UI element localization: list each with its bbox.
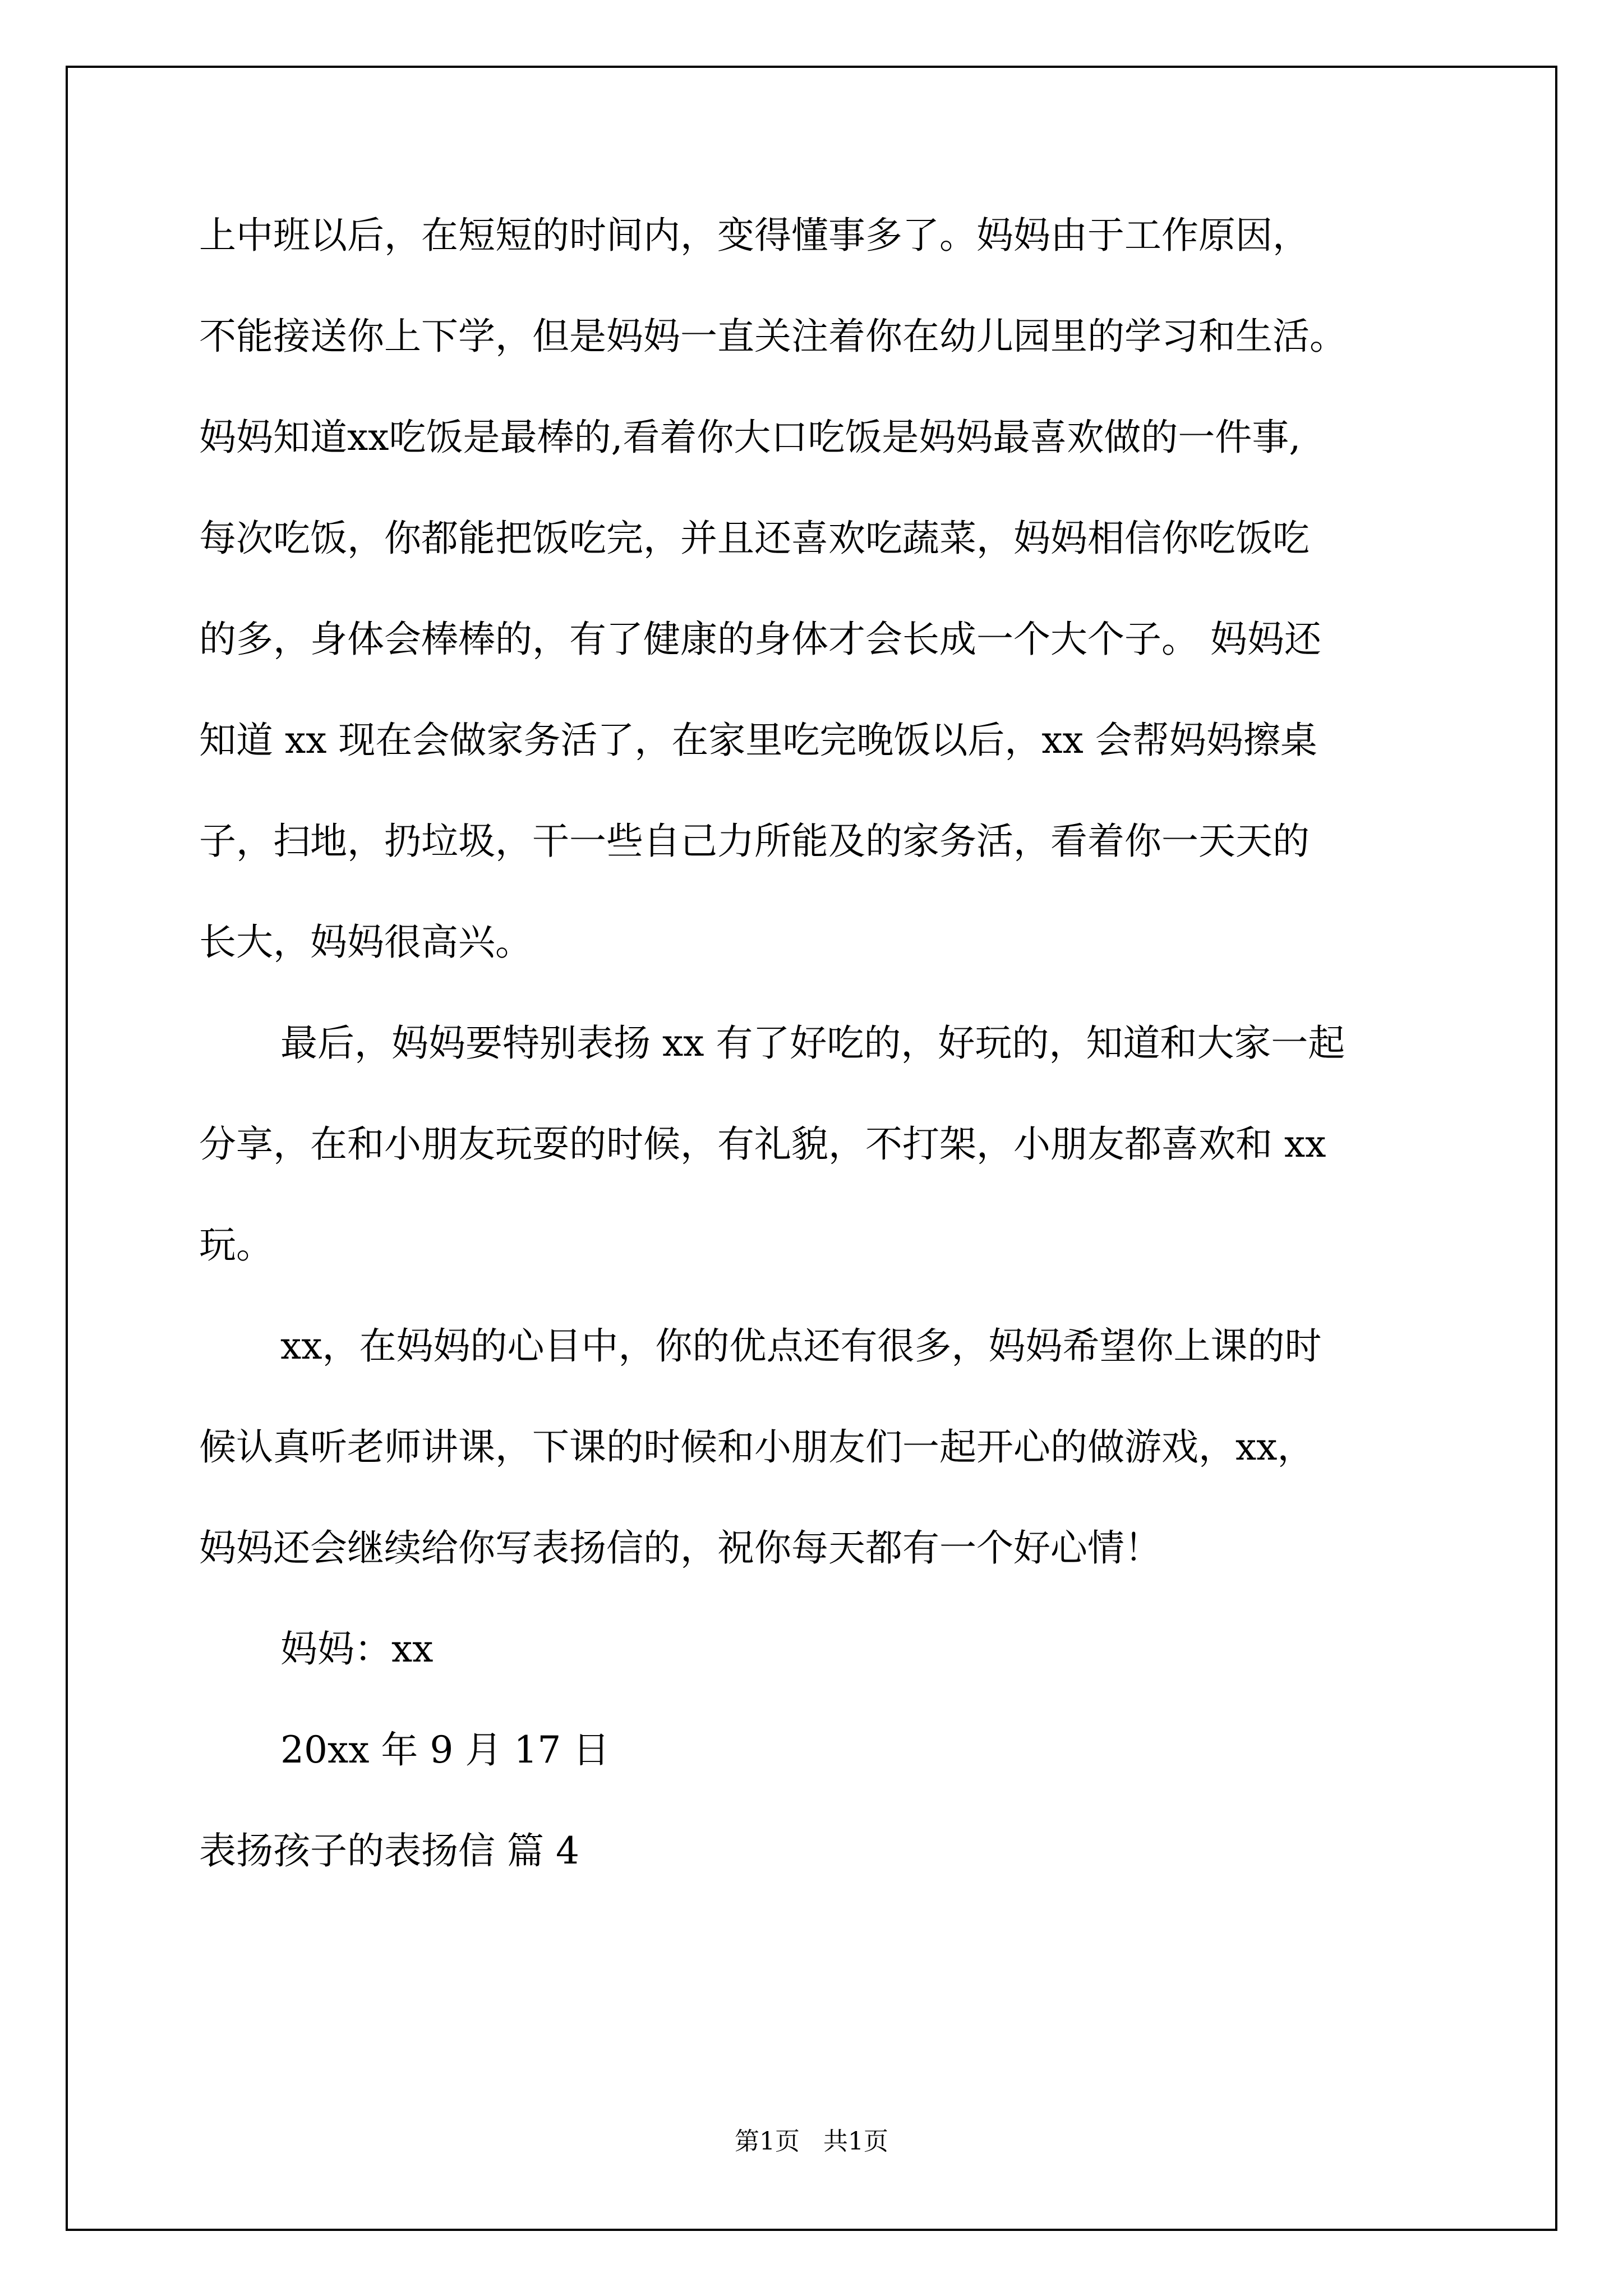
body-line-5: 的多，身体会棒棒的，有了健康的身体才会长成一个大个子。 妈妈还 bbox=[199, 618, 1321, 661]
page-number-total: 共1页 bbox=[823, 2127, 888, 2156]
body-line-11: 玩。 bbox=[199, 1223, 273, 1267]
next-section-title: 表扬孩子的表扬信 篇 4 bbox=[199, 1829, 579, 1872]
body-line-13: 候认真听老师讲课，下课的时候和小朋友们一起开心的做游戏，xx， bbox=[199, 1425, 1315, 1469]
body-line-7: 子，扫地，扔垃圾，干一些自己力所能及的家务活，看着你一天天的 bbox=[199, 820, 1310, 863]
body-line-8: 长大，妈妈很高兴。 bbox=[199, 921, 532, 964]
body-line-6: 知道 xx 现在会做家务活了，在家里吃完晚饭以后，xx 会帮妈妈擦桌 bbox=[199, 719, 1317, 762]
body-line-3: 妈妈知道xx吃饭是最棒的,看着你大口吃饭是妈妈最喜欢做的一件事, bbox=[199, 416, 1301, 459]
body-line-1: 上中班以后，在短短的时间内，变得懂事多了。妈妈由于工作原因， bbox=[199, 214, 1310, 257]
body-line-14: 妈妈还会继续给你写表扬信的，祝你每天都有一个好心情！ bbox=[199, 1526, 1161, 1570]
body-line-12: xx，在妈妈的心目中，你的优点还有很多，妈妈希望你上课的时 bbox=[280, 1324, 1322, 1368]
signature-line: 妈妈：xx bbox=[280, 1627, 434, 1671]
date-line: 20xx 年 9 月 17 日 bbox=[280, 1728, 610, 1772]
body-line-2: 不能接送你上下学，但是妈妈一直关注着你在幼儿园里的学习和生活。 bbox=[199, 315, 1347, 358]
page-footer bbox=[0, 2126, 1623, 2157]
page-number-current: 第1页 bbox=[735, 2127, 800, 2156]
body-line-9: 最后，妈妈要特别表扬 xx 有了好吃的，好玩的，知道和大家一起 bbox=[280, 1022, 1345, 1065]
body-line-10: 分享，在和小朋友玩耍的时候，有礼貌，不打架，小朋友都喜欢和 xx bbox=[199, 1122, 1326, 1166]
body-line-4: 每次吃饭，你都能把饭吃完，并且还喜欢吃蔬菜，妈妈相信你吃饭吃 bbox=[199, 517, 1310, 560]
